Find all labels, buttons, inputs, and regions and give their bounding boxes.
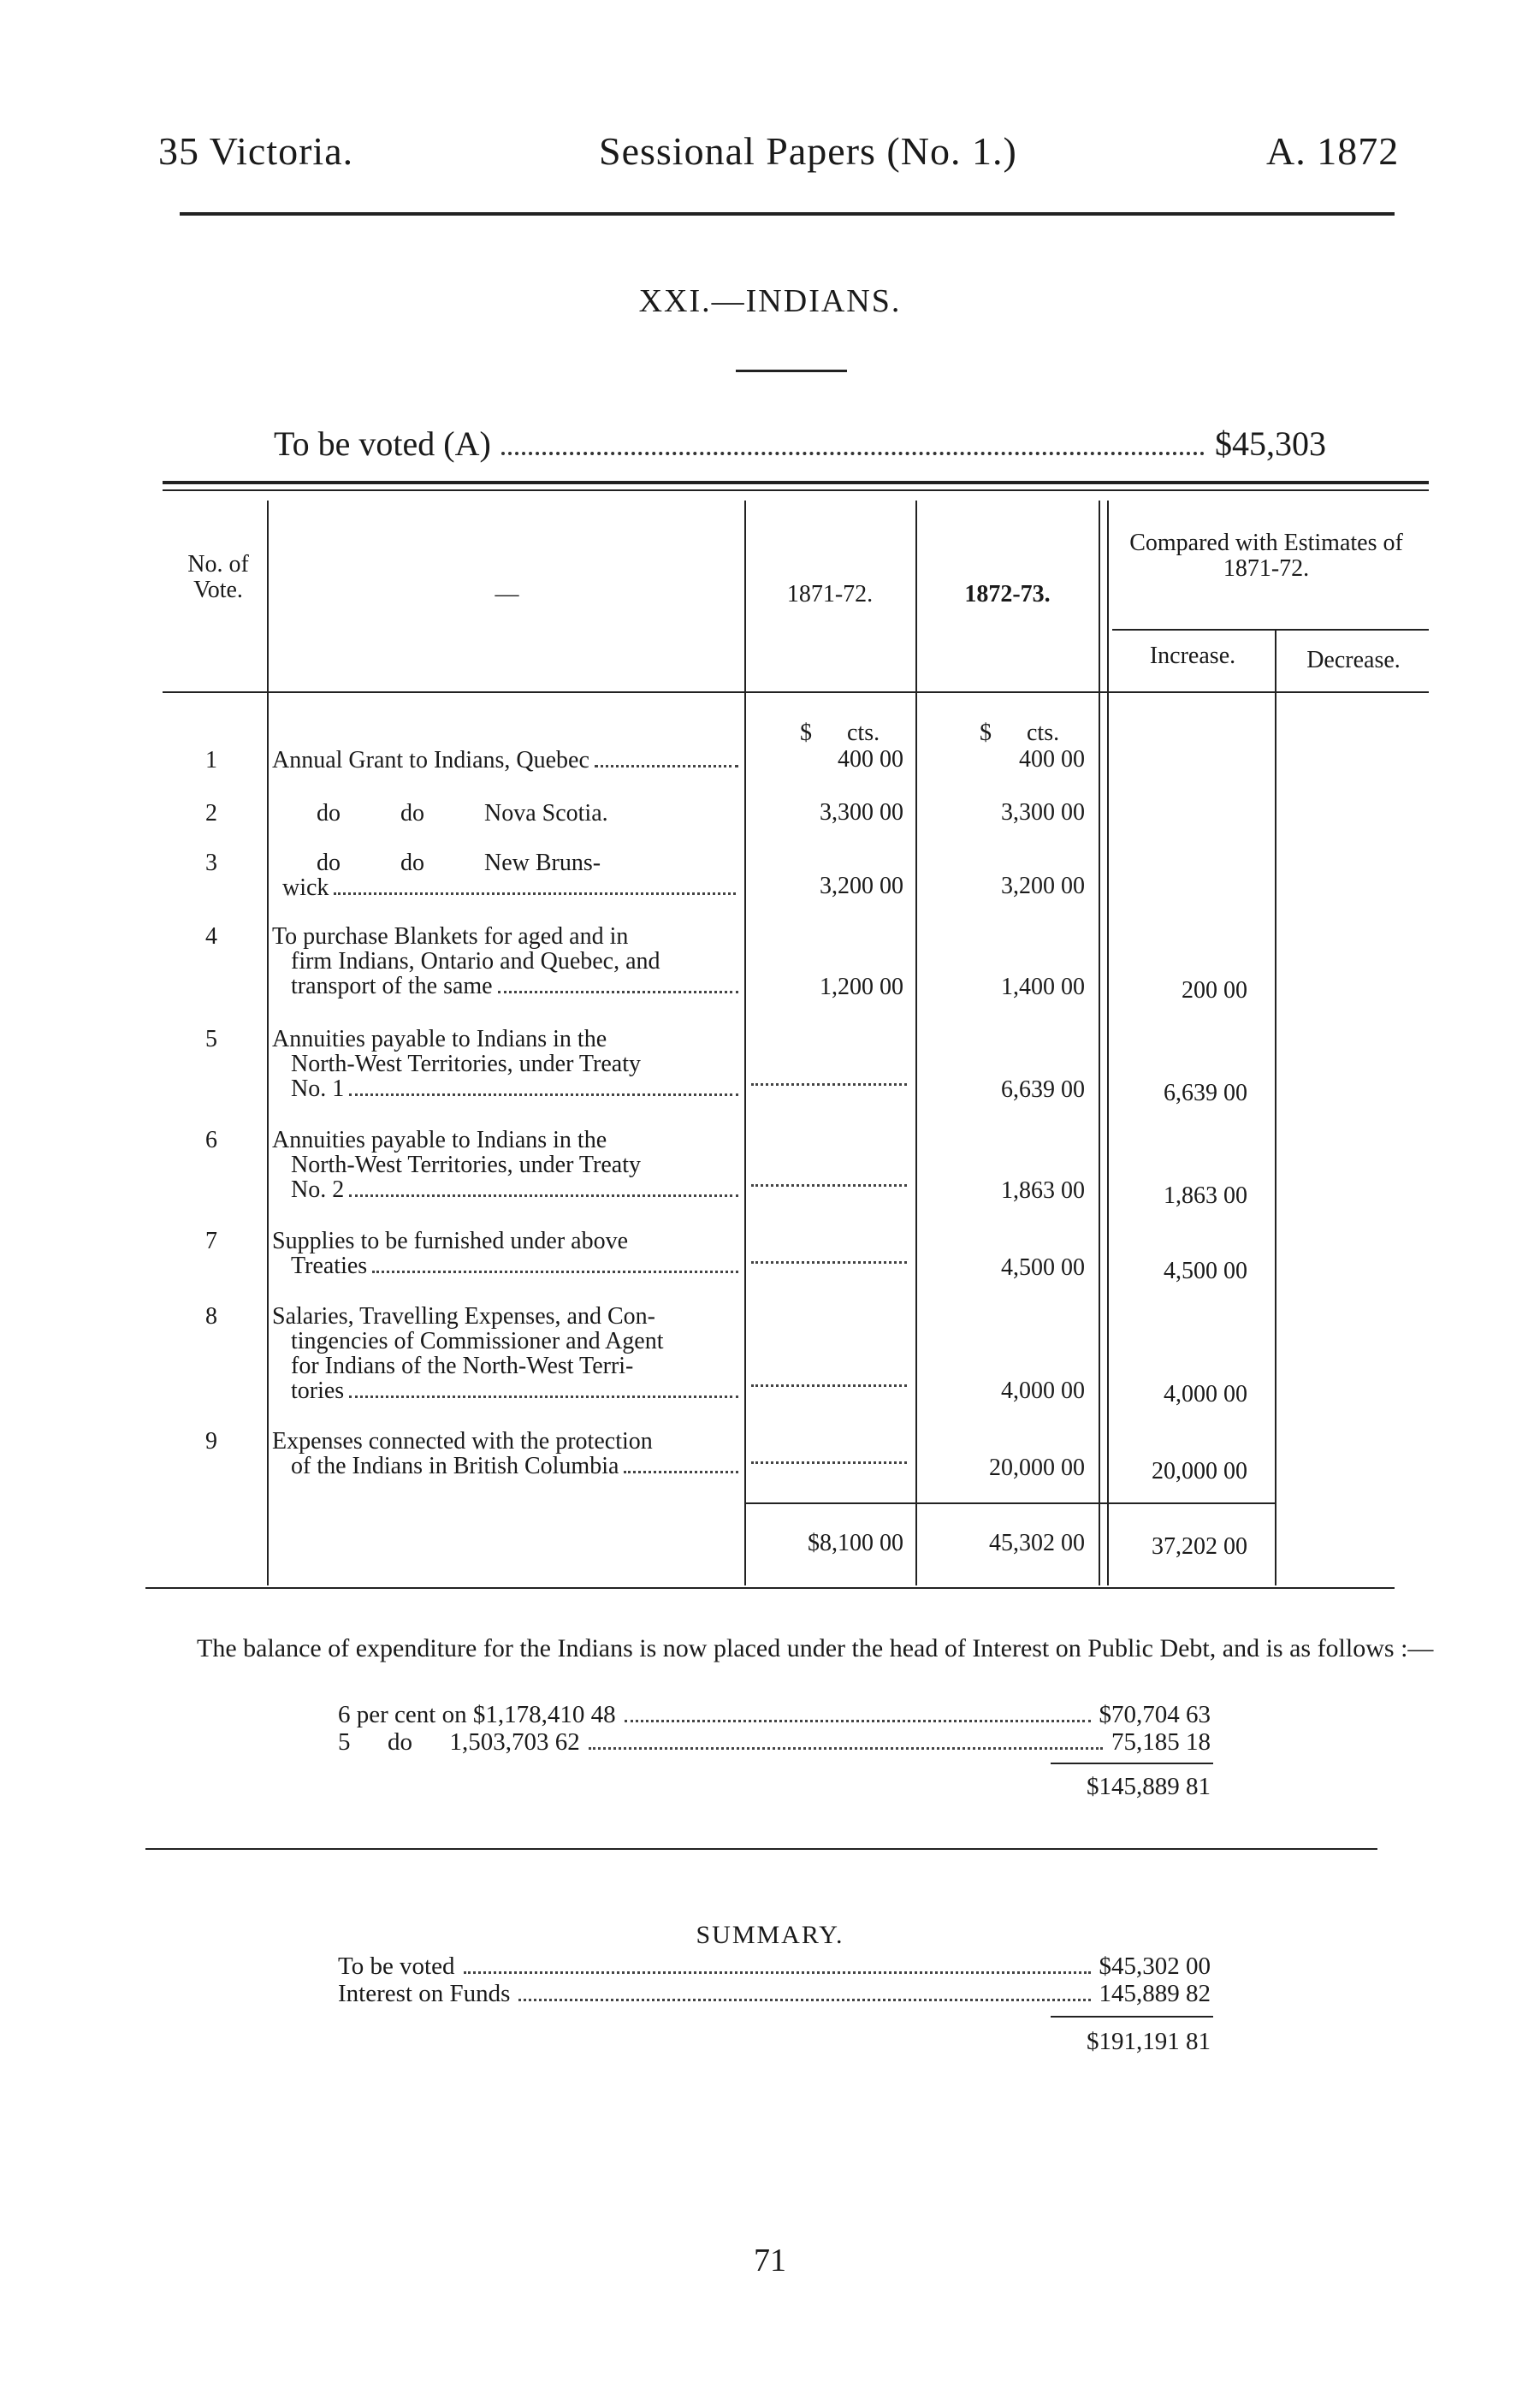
row-description-line: Salaries, Travelling Expenses, and Con- bbox=[272, 1303, 655, 1330]
vote-no: 6 bbox=[205, 1127, 217, 1153]
summary-line-label: Interest on Funds bbox=[338, 1980, 511, 2007]
th-vote-no: No. of Vote. bbox=[187, 551, 249, 603]
summary-line-amount: $45,302 00 bbox=[1099, 1953, 1211, 1980]
table-top-rule-thin bbox=[163, 489, 1429, 491]
leader-dots bbox=[349, 1194, 738, 1197]
balance-line bbox=[338, 1728, 1211, 1757]
value-1872: 6,639 00 bbox=[1001, 1076, 1085, 1103]
row-description bbox=[272, 1229, 738, 1279]
value-increase: 4,000 00 bbox=[1164, 1381, 1247, 1407]
value-increase: 6,639 00 bbox=[1164, 1080, 1247, 1106]
row-description bbox=[272, 924, 738, 999]
unit-dollar: $ bbox=[800, 720, 812, 746]
row-description-line: No. 1 bbox=[291, 1076, 345, 1102]
row-description-line: tories bbox=[291, 1378, 345, 1404]
vote-no: 3 bbox=[205, 850, 217, 876]
value-increase: 1,863 00 bbox=[1164, 1182, 1247, 1209]
row-description-line: No. 2 bbox=[291, 1176, 345, 1203]
totals-rule bbox=[744, 1502, 1275, 1504]
row-description bbox=[282, 850, 736, 901]
to-be-voted-amount: $45,303 bbox=[1215, 424, 1326, 463]
unit-cents: cts. bbox=[1027, 720, 1060, 746]
leader-dots bbox=[349, 1396, 738, 1398]
row-description bbox=[272, 1128, 738, 1203]
header-right: A. 1872 bbox=[1266, 129, 1400, 173]
th-decrease: Decrease. bbox=[1306, 647, 1401, 673]
vote-no: 2 bbox=[205, 800, 217, 827]
row-description bbox=[272, 1027, 738, 1102]
to-be-voted-label: To be voted (A) bbox=[274, 424, 491, 463]
leader-dots bbox=[501, 452, 1205, 455]
empty-value-dots bbox=[751, 1182, 907, 1187]
vote-no: 1 bbox=[205, 747, 217, 773]
vote-no: 9 bbox=[205, 1428, 217, 1455]
row-description-line: North-West Territories, under Treaty bbox=[291, 1152, 641, 1178]
row-description-line: Annuities payable to Indians in the bbox=[272, 1026, 607, 1052]
summary-total-rule bbox=[1051, 2016, 1213, 2018]
balance-line-label: 5 do 1,503,703 62 bbox=[338, 1728, 580, 1756]
summary-line bbox=[338, 1953, 1211, 1981]
row-description-line: To purchase Blankets for aged and in bbox=[272, 923, 629, 950]
empty-value-dots bbox=[751, 1259, 907, 1264]
row-description-line: transport of the same bbox=[291, 973, 493, 999]
value-1872: 3,300 00 bbox=[1001, 799, 1085, 826]
row-description-line: Annuities payable to Indians in the bbox=[272, 1127, 607, 1153]
compared-subheader-rule bbox=[1112, 629, 1429, 631]
leader-dots bbox=[372, 1271, 738, 1273]
unit-cents: cts. bbox=[847, 720, 880, 746]
header-left: 35 Victoria. bbox=[158, 129, 354, 173]
leader-dots bbox=[624, 1471, 738, 1473]
balance-line-amount: $70,704 63 bbox=[1099, 1701, 1211, 1728]
value-1871: 3,300 00 bbox=[820, 799, 903, 826]
summary-line bbox=[338, 1980, 1211, 2008]
value-increase: 200 00 bbox=[1182, 977, 1247, 1004]
value-1871: 1,200 00 bbox=[820, 974, 903, 1000]
total-1872: 45,302 00 bbox=[989, 1530, 1085, 1556]
leader-dots bbox=[595, 765, 738, 767]
row-description bbox=[317, 801, 736, 826]
row-description-line: wick bbox=[282, 874, 329, 901]
vote-no: 7 bbox=[205, 1228, 217, 1254]
summary-line-amount: 145,889 82 bbox=[1099, 1980, 1211, 2007]
balance-line-amount: 75,185 18 bbox=[1111, 1728, 1211, 1756]
title-rule bbox=[736, 370, 847, 372]
th-compared: Compared with Estimates of 1871-72. bbox=[1129, 530, 1403, 582]
vote-no: 8 bbox=[205, 1303, 217, 1330]
row-description-line: tingencies of Commissioner and Agent bbox=[291, 1328, 664, 1354]
row-description-line: do do New Bruns- bbox=[317, 850, 601, 876]
row-description-line: do do Nova Scotia. bbox=[317, 800, 608, 827]
col-divider bbox=[1099, 501, 1100, 1585]
th-1871: 1871-72. bbox=[786, 581, 874, 607]
balance-total: $145,889 81 bbox=[1087, 1773, 1211, 1800]
value-1872: 4,000 00 bbox=[1001, 1378, 1085, 1404]
leader-dots bbox=[518, 1999, 1090, 2001]
page-number: 71 bbox=[754, 2243, 786, 2278]
balance-total-rule bbox=[1051, 1763, 1213, 1764]
balance-line-label: 6 per cent on $1,178,410 48 bbox=[338, 1701, 616, 1728]
value-1872: 3,200 00 bbox=[1001, 873, 1085, 899]
empty-value-dots bbox=[751, 1081, 907, 1086]
col-divider bbox=[915, 501, 917, 1585]
row-description-line: Expenses connected with the protection bbox=[272, 1428, 653, 1455]
th-increase: Increase. bbox=[1149, 643, 1236, 669]
balance-line bbox=[338, 1701, 1211, 1729]
value-1872: 1,863 00 bbox=[1001, 1177, 1085, 1204]
col-divider bbox=[1107, 501, 1109, 1585]
value-increase: 4,500 00 bbox=[1164, 1258, 1247, 1284]
leader-dots bbox=[589, 1747, 1103, 1750]
row-description-line: firm Indians, Ontario and Quebec, and bbox=[291, 948, 660, 975]
col-divider bbox=[744, 501, 746, 1585]
summary-title: SUMMARY. bbox=[696, 1921, 844, 1949]
col-divider bbox=[1275, 629, 1276, 1585]
row-description-line: Supplies to be furnished under above bbox=[272, 1228, 629, 1254]
value-1872: 4,500 00 bbox=[1001, 1254, 1085, 1281]
empty-value-dots bbox=[751, 1460, 907, 1464]
row-description-line: Annual Grant to Indians, Quebec bbox=[272, 747, 589, 773]
leader-dots bbox=[625, 1720, 1091, 1722]
header-rule bbox=[180, 212, 1395, 216]
value-1872: 400 00 bbox=[1019, 746, 1085, 773]
to-be-voted-line bbox=[274, 424, 1326, 464]
section-title: XXI.—INDIANS. bbox=[638, 283, 902, 319]
leader-dots bbox=[334, 892, 736, 895]
value-1872: 20,000 00 bbox=[989, 1455, 1085, 1481]
row-description bbox=[272, 1304, 738, 1404]
row-description-line: for Indians of the North-West Terri- bbox=[291, 1353, 634, 1379]
leader-dots bbox=[349, 1093, 738, 1096]
leader-dots bbox=[464, 1971, 1091, 1974]
row-description bbox=[272, 1429, 738, 1479]
row-description-line: of the Indians in British Columbia bbox=[291, 1453, 619, 1479]
col-divider bbox=[267, 501, 269, 1585]
row-description bbox=[272, 748, 738, 773]
total-1871: $8,100 00 bbox=[808, 1530, 903, 1556]
vote-no: 5 bbox=[205, 1026, 217, 1052]
total-increase: 37,202 00 bbox=[1152, 1533, 1247, 1560]
leader-dots bbox=[498, 991, 738, 993]
header-center: Sessional Papers (No. 1.) bbox=[599, 129, 1017, 173]
header-bottom-rule bbox=[163, 691, 1429, 693]
summary-line-label: To be voted bbox=[338, 1953, 455, 1980]
section-rule bbox=[145, 1848, 1377, 1850]
value-1871: 400 00 bbox=[838, 746, 903, 773]
row-description-line: Treaties bbox=[291, 1253, 368, 1279]
unit-dollar: $ bbox=[980, 720, 992, 746]
value-1871: 3,200 00 bbox=[820, 873, 903, 899]
table-bottom-rule bbox=[145, 1587, 1395, 1589]
th-1872: 1872-73. bbox=[964, 581, 1051, 607]
empty-value-dots bbox=[751, 1383, 907, 1387]
value-1872: 1,400 00 bbox=[1001, 974, 1085, 1000]
row-description-line: North-West Territories, under Treaty bbox=[291, 1051, 641, 1077]
summary-total: $191,191 81 bbox=[1087, 2028, 1211, 2055]
balance-text: The balance of expenditure for the Indians is now placed under the head of Interest on Public Debt, and is as follows :— bbox=[197, 1634, 1434, 1662]
table-top-rule bbox=[163, 481, 1429, 484]
vote-no: 4 bbox=[205, 923, 217, 950]
value-increase: 20,000 00 bbox=[1152, 1458, 1247, 1484]
th-description: — bbox=[495, 581, 519, 607]
